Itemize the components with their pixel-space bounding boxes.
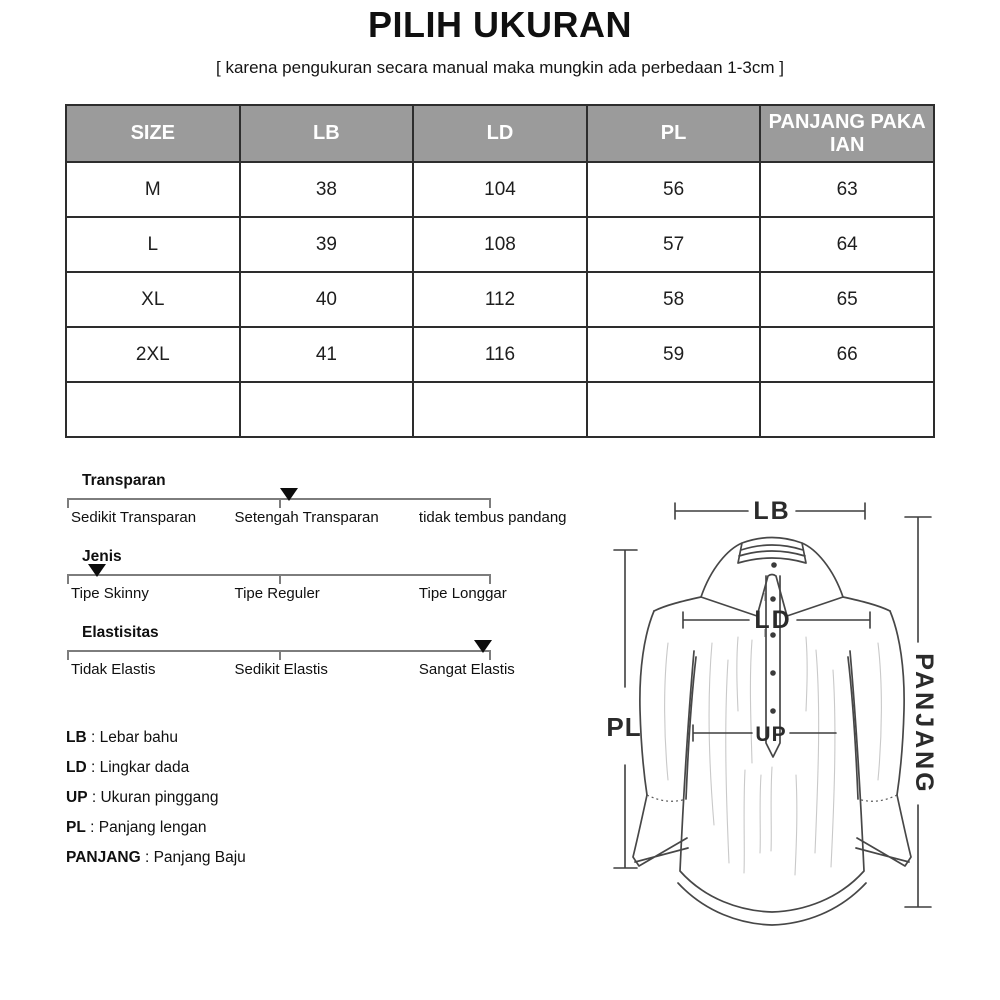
triangle-marker-icon (280, 488, 298, 501)
scale-label: Tipe Reguler (234, 585, 320, 602)
cell-lb: 40 (240, 272, 414, 327)
scale-label: Tidak Elastis (71, 661, 156, 678)
cell-lb (240, 382, 414, 437)
scale-labels (67, 509, 567, 529)
scale-label: Sedikit Elastis (234, 661, 328, 678)
cell-pl: 56 (587, 162, 761, 217)
col-header-pl: PL (587, 105, 761, 162)
shirt-measurement-diagram (590, 475, 1000, 960)
table-row (66, 162, 934, 217)
legend-item-up (66, 783, 246, 813)
legend-separator: : (86, 759, 100, 776)
cell-panjang: 65 (760, 272, 934, 327)
cell-lb: 39 (240, 217, 414, 272)
collar (701, 538, 843, 617)
scale-label: Setengah Transparan (234, 509, 379, 526)
legend-item-lb (66, 723, 246, 753)
cell-ld: 112 (413, 272, 587, 327)
tick-end (489, 576, 491, 584)
tick-middle (279, 500, 281, 508)
table-row (66, 327, 934, 382)
cell-lb: 41 (240, 327, 414, 382)
cell-panjang (760, 382, 934, 437)
legend-separator: : (85, 819, 99, 836)
cell-pl: 57 (587, 217, 761, 272)
col-header-ld: LD (413, 105, 587, 162)
scale-label: Sedikit Transparan (71, 509, 197, 526)
legend-desc: Panjang lengan (98, 819, 207, 836)
tick-start (67, 500, 69, 508)
table-row (66, 272, 934, 327)
legend-item-pl (66, 813, 246, 843)
up-label: UP (755, 723, 787, 746)
tick-end (489, 500, 491, 508)
scale-labels (67, 661, 515, 681)
cell-ld (413, 382, 587, 437)
col-header-size: SIZE (66, 105, 240, 162)
scale-title: Transparan (82, 472, 166, 489)
cell-size: XL (66, 272, 240, 327)
triangle-marker-icon (88, 564, 106, 577)
cell-size: L (66, 217, 240, 272)
button (770, 708, 776, 714)
scale-labels (67, 585, 507, 605)
legend-abbr: PANJANG (66, 849, 141, 866)
cell-panjang: 63 (760, 162, 934, 217)
tick-middle (279, 576, 281, 584)
cell-panjang: 64 (760, 217, 934, 272)
cell-size (66, 382, 240, 437)
legend-abbr: LB (66, 729, 87, 746)
legend-separator: : (140, 849, 154, 866)
pl-measure-line (614, 550, 637, 868)
legend-abbr: PL (66, 819, 86, 836)
body-and-hem (678, 651, 866, 925)
scale-label: Sangat Elastis (418, 661, 515, 678)
tick-start (67, 576, 69, 584)
tick-end (489, 652, 491, 660)
cell-pl: 58 (587, 272, 761, 327)
col-header-panjang-pakaian: PANJANG PAKAIAN (760, 105, 934, 162)
cell-pl: 59 (587, 327, 761, 382)
tick-start (67, 652, 69, 660)
size-table-header (66, 105, 934, 162)
cuffs (633, 795, 911, 866)
table-row-empty (66, 382, 934, 437)
cell-ld: 108 (413, 217, 587, 272)
cell-pl (587, 382, 761, 437)
cell-ld: 116 (413, 327, 587, 382)
page-title: PILIH UKURAN (368, 4, 632, 45)
buttons (770, 562, 777, 714)
scale-title: Jenis (82, 548, 122, 565)
cell-lb: 38 (240, 162, 414, 217)
table-row (66, 217, 934, 272)
legend-abbr: LD (66, 759, 87, 776)
size-table (65, 104, 935, 438)
panjang-label: PANJANG (910, 653, 938, 795)
table-header-row (66, 105, 934, 162)
abbreviation-legend (66, 723, 246, 873)
scale-label: Tipe Longgar (418, 585, 507, 602)
scale-jenis (67, 548, 507, 605)
legend-desc: Lebar bahu (99, 729, 179, 746)
cell-size: M (66, 162, 240, 217)
legend-desc: Panjang Baju (153, 849, 246, 866)
size-table-body (66, 162, 934, 437)
scale-title: Elastisitas (82, 624, 159, 641)
pl-label: PL (606, 712, 642, 742)
legend-separator: : (87, 789, 101, 806)
page-subtitle: [ karena pengukuran secara manual maka mungkin ada perbedaan 1-3cm ] (216, 58, 784, 77)
legend-item-panjang (66, 843, 246, 873)
button (771, 562, 777, 568)
triangle-marker-icon (474, 640, 492, 653)
lb-label: LB (753, 497, 791, 525)
cell-size: 2XL (66, 327, 240, 382)
scale-label: tidak tembus pandang (418, 509, 567, 526)
button (770, 670, 776, 676)
scale-elastisitas (67, 624, 515, 681)
scale-track (67, 498, 491, 500)
cell-panjang: 66 (760, 327, 934, 382)
tick-middle (279, 652, 281, 660)
legend-desc: Lingkar dada (99, 759, 190, 776)
scale-label: Tipe Skinny (71, 585, 149, 602)
col-header-lb: LB (240, 105, 414, 162)
legend-separator: : (86, 729, 100, 746)
legend-item-ld (66, 753, 246, 783)
scale-track (67, 650, 491, 652)
cell-ld: 104 (413, 162, 587, 217)
legend-desc: Ukuran pinggang (100, 789, 219, 806)
button (770, 596, 776, 602)
legend-abbr: UP (66, 789, 88, 806)
scale-track (67, 574, 491, 576)
ld-label: LD (754, 606, 792, 634)
scale-transparan (67, 472, 567, 529)
